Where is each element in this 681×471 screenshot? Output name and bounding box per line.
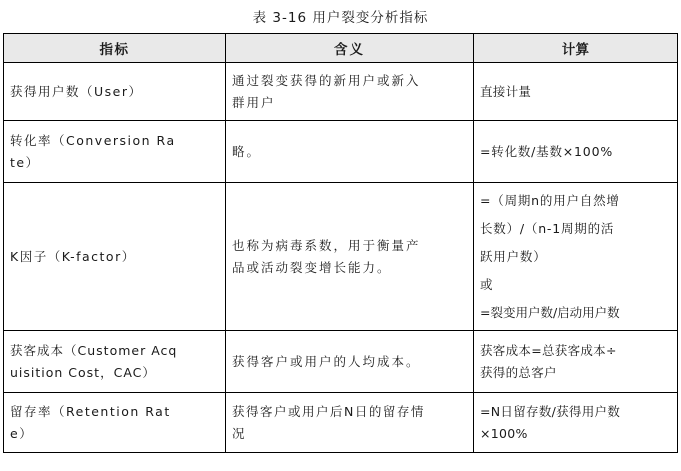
metric-text: te） — [10, 154, 40, 170]
table-row — [4, 63, 678, 121]
table-row — [4, 393, 678, 453]
meaning-text: 获得客户或用户的人均成本。 — [232, 353, 421, 369]
meaning-text: 通过裂变获得的新用户或新入 — [232, 72, 421, 88]
metric-text: e） — [10, 425, 34, 441]
calc-text: =裂变用户数/启动用户数 — [480, 304, 620, 320]
metric-cell — [4, 183, 226, 331]
calc-text: 长数）/（n-1周期的活 — [480, 220, 615, 236]
calc-text: 直接计量 — [480, 83, 532, 99]
meaning-text: 群用户 — [232, 94, 276, 110]
metric-text: K因子（K-factor） — [10, 248, 136, 264]
calc-text: =（周期n的用户自然增 — [480, 192, 620, 208]
metric-text: 留存率（Retention Rat — [10, 403, 171, 419]
calc-cell — [474, 331, 678, 393]
meaning-text: 品或活动裂变增长能力。 — [232, 259, 392, 275]
metric-cell — [4, 393, 226, 453]
metric-text: 转化率（Conversion Ra — [10, 132, 176, 148]
calc-text: =转化数/基数×100% — [480, 143, 613, 159]
meaning-cell — [226, 121, 474, 183]
calc-cell — [474, 183, 678, 331]
calc-text: 获得的总客户 — [480, 364, 557, 380]
metric-cell — [4, 331, 226, 393]
table-row — [4, 183, 678, 331]
header-row — [4, 34, 678, 63]
header-calculation: 计算 — [474, 34, 678, 63]
meaning-cell — [226, 183, 474, 331]
table-row — [4, 121, 678, 183]
table-caption: 表 3-16 用户裂变分析指标 — [252, 10, 429, 26]
calc-cell — [474, 393, 678, 453]
calc-text: =N日留存数/获得用户数 — [480, 403, 621, 419]
metric-cell — [4, 121, 226, 183]
meaning-cell — [226, 63, 474, 121]
metric-text: uisition Cost，CAC） — [10, 364, 156, 380]
calc-text: 或 — [480, 276, 494, 292]
calc-text: 获客成本=总获客成本÷ — [480, 342, 617, 358]
meaning-text: 略。 — [232, 143, 262, 159]
metric-text: 获得用户数（User） — [10, 83, 143, 99]
header-metric: 指标 — [4, 34, 226, 63]
metric-cell — [4, 63, 226, 121]
meaning-cell — [226, 331, 474, 393]
metrics-table — [3, 33, 678, 453]
meaning-text: 获得客户或用户后N日的留存情 — [232, 403, 425, 419]
metric-text: 获客成本（Customer Acq — [10, 342, 178, 358]
meaning-text: 况 — [232, 425, 247, 441]
meaning-text: 也称为病毒系数，用于衡量产 — [232, 237, 421, 253]
calc-text: 跃用户数） — [480, 248, 547, 264]
calc-text: ×100% — [480, 425, 528, 441]
meaning-cell — [226, 393, 474, 453]
header-meaning: 含义 — [226, 34, 474, 63]
calc-cell — [474, 121, 678, 183]
calc-cell — [474, 63, 678, 121]
table-row — [4, 331, 678, 393]
